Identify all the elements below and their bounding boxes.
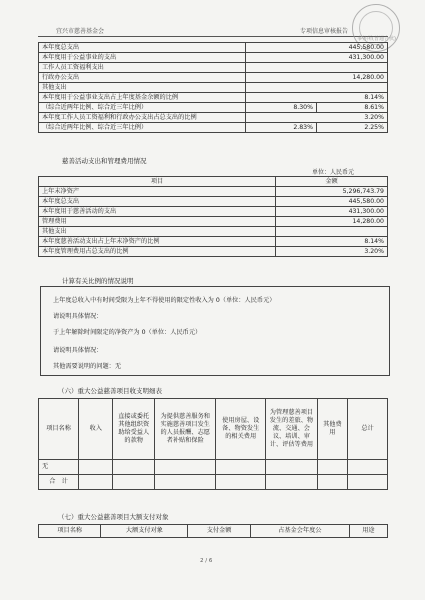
header-report: 专项信息审核报告 bbox=[300, 28, 349, 35]
row-value bbox=[246, 63, 388, 73]
project-col-header: 其他费用 bbox=[317, 399, 347, 460]
row-value: 8.30% bbox=[246, 103, 317, 113]
row-label: 其他支出 bbox=[39, 227, 276, 237]
row-label: 上年末净资产 bbox=[39, 187, 276, 197]
row-value-2: 8.61% bbox=[317, 103, 388, 113]
note-line: 请说明具体情况： bbox=[53, 313, 103, 320]
col-amount: 金额 bbox=[276, 177, 388, 187]
page-number: 2 / 6 bbox=[200, 558, 213, 564]
section-title-ratio: 计算有关比例的情况说明 bbox=[62, 277, 134, 285]
row-label: 本年度慈善活动支出占上年末净资产的比例 bbox=[39, 237, 276, 247]
row-label: （综合近两年比例、综合近三年比例） bbox=[39, 123, 246, 133]
seal-stamp: 事务所(普通合伙) bbox=[352, 4, 400, 52]
note-line: 于上年解除时间限定的净资产为 0（单位：人民币元） bbox=[53, 329, 202, 336]
charity-row bbox=[39, 227, 388, 237]
project-col-header: 项目名称 bbox=[39, 399, 79, 460]
note-line: 其他需要说明的问题：无 bbox=[53, 363, 122, 370]
charity-table bbox=[38, 176, 388, 257]
row-none: 无 bbox=[39, 460, 79, 475]
expense-row bbox=[39, 103, 388, 113]
payment-col-header: 用途 bbox=[349, 525, 387, 538]
row-label: 工作人员工资福利支出 bbox=[39, 63, 246, 73]
expense-row bbox=[39, 123, 388, 133]
row-value bbox=[276, 227, 388, 237]
project-col-header: 为管理慈善项目发生的差旅、物流、交通、会议、培训、审计、评估等费用 bbox=[266, 399, 318, 460]
unit-label: 单位：人民币元 bbox=[312, 169, 355, 176]
project-col-header: 总计 bbox=[348, 399, 388, 460]
row-label: 本年度总支出 bbox=[39, 43, 246, 53]
payment-col-header: 占基金会年度公 bbox=[250, 525, 349, 538]
section-title-charity: 慈善活动支出和管理费用情况 bbox=[62, 157, 147, 165]
expense-row bbox=[39, 43, 388, 53]
row-label: 本年度管理费用占总支出的比例 bbox=[39, 247, 276, 257]
row-value: 14,280.00 bbox=[246, 73, 388, 83]
row-label: 本年度用于公益事业的支出 bbox=[39, 53, 246, 63]
expense-table bbox=[38, 42, 388, 133]
payment-col-header: 大额支付对象 bbox=[101, 525, 188, 538]
charity-row bbox=[39, 247, 388, 257]
col-item: 项目 bbox=[39, 177, 276, 187]
row-value bbox=[246, 83, 388, 93]
charity-row bbox=[39, 237, 388, 247]
row-label: 其他支出 bbox=[39, 83, 246, 93]
row-label: 本年度用于慈善活动的支出 bbox=[39, 207, 276, 217]
row-label: 本年度用于公益事业支出占上年度基金余额的比例 bbox=[39, 93, 246, 103]
row-value: 2.83% bbox=[246, 123, 317, 133]
row-value: 3.20% bbox=[246, 113, 388, 123]
header-org: 宜兴市慈善基金会 bbox=[56, 28, 105, 35]
expense-row bbox=[39, 93, 388, 103]
charity-row bbox=[39, 217, 388, 227]
row-value: 3.20% bbox=[276, 247, 388, 257]
row-value: 445,580.00 bbox=[246, 43, 388, 53]
row-label: 管理费用 bbox=[39, 217, 276, 227]
row-value: 8.14% bbox=[246, 93, 388, 103]
row-value: 14,280.00 bbox=[276, 217, 388, 227]
ratio-notes-box bbox=[40, 286, 390, 376]
charity-row bbox=[39, 197, 388, 207]
note-line: 请说明具体情况： bbox=[53, 347, 103, 354]
project-col-header: 为提供慈善服务和实施慈善项目发生的人员报酬、志愿者补贴和保险 bbox=[155, 399, 216, 460]
row-label: 行政办公支出 bbox=[39, 73, 246, 83]
row-label: 本年度总支出 bbox=[39, 197, 276, 207]
expense-row bbox=[39, 83, 388, 93]
expense-row bbox=[39, 53, 388, 63]
row-total: 合 计 bbox=[39, 475, 79, 490]
row-value: 5,296,743.79 bbox=[276, 187, 388, 197]
header-rule bbox=[38, 36, 388, 37]
project-col-header: 收入 bbox=[79, 399, 113, 460]
expense-row bbox=[39, 73, 388, 83]
note-line: 上年度总收入中有时间受限为上年不得使用的限定性收入为 0（单位：人民币元） bbox=[53, 297, 276, 304]
expense-row bbox=[39, 63, 388, 73]
section-title-projects: （六）重大公益慈善项目收支明细表 bbox=[58, 387, 162, 395]
row-label: 本年度工作人员工资福利和行政办公支出占总支出的比例 bbox=[39, 113, 246, 123]
payment-col-header: 支付金额 bbox=[188, 525, 250, 538]
row-value: 445,580.00 bbox=[276, 197, 388, 207]
project-table bbox=[38, 398, 388, 490]
row-value: 8.14% bbox=[276, 237, 388, 247]
row-label: （综合近两年比例、综合近三年比例） bbox=[39, 103, 246, 113]
project-col-header: 使用房屋、设备、物资发生的相关费用 bbox=[216, 399, 266, 460]
section-title-payments: （七）重大公益慈善项目大额支付对象 bbox=[58, 513, 169, 521]
payment-col-header: 项目名称 bbox=[39, 525, 101, 538]
row-value: 431,300.00 bbox=[276, 207, 388, 217]
row-value: 431,300.00 bbox=[246, 53, 388, 63]
payment-table bbox=[38, 524, 388, 538]
charity-row bbox=[39, 187, 388, 197]
expense-row bbox=[39, 113, 388, 123]
row-value-2: 2.25% bbox=[317, 123, 388, 133]
project-col-header: 直接或委托其他组织资助给受益人的款物 bbox=[113, 399, 155, 460]
charity-row bbox=[39, 207, 388, 217]
